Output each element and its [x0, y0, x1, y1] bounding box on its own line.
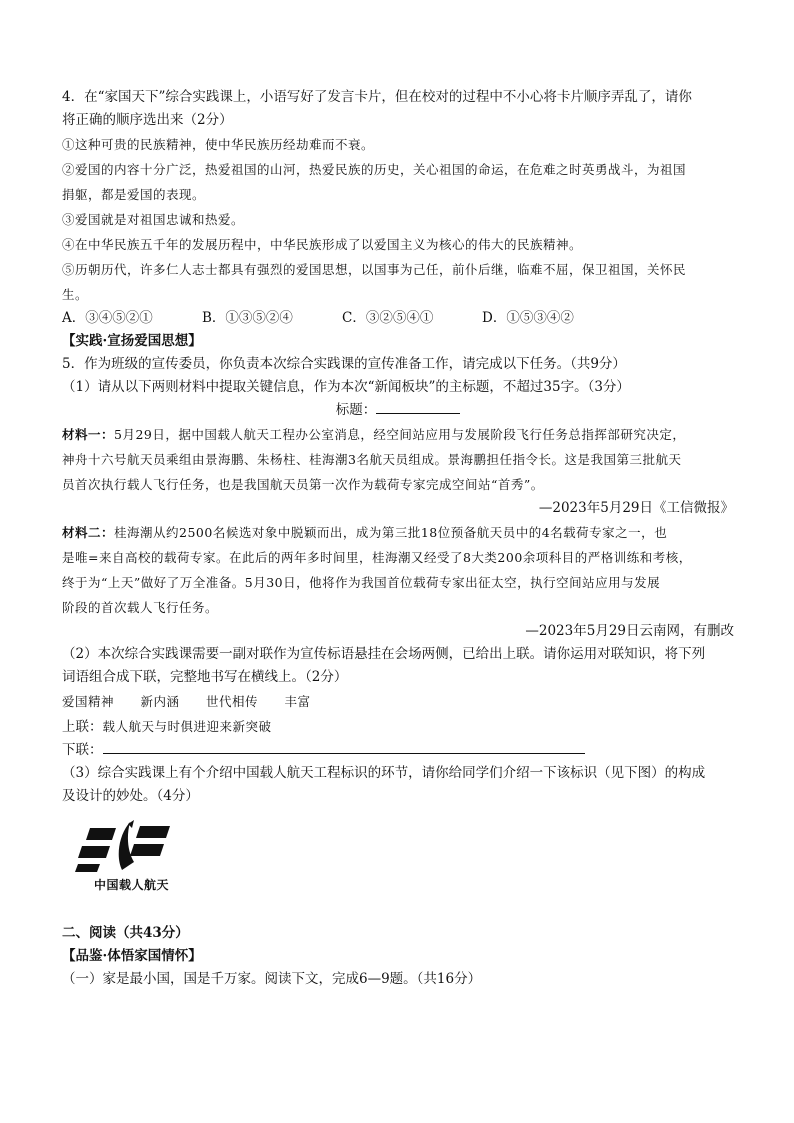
material2-line4: 阶段的首次载人飞行任务。 [62, 600, 219, 615]
material1-text-1: 5月29日，据中国载人航天工程办公室消息，经空间站应用与发展阶段飞行任务总指挥部研究决定， [114, 427, 686, 442]
q4-card-2: ②爱国的内容十分广泛，热爱祖国的山河，热爱民族的历史，关心祖国的命运，在危难之时英勇战斗，为祖国 [62, 162, 687, 177]
q4-card-1: ①这种可贵的民族精神，使中华民族历经劫难而不衰。 [62, 137, 375, 152]
material2-line2: 是唯=来自高校的载荷专家。在此后的两年多时间里，桂海潮又经受了8大类200余项科目的严格训练和考核， [62, 550, 692, 565]
material2-line3: 终于为“上天”做好了万全准备。5月30日，他将作为我国首位载荷专家出征太空，执行空间站应用与发展 [62, 575, 661, 590]
couplet-word-4: 丰富 [284, 694, 311, 709]
section-appreciate-heading: 【品鉴·体悟家国情怀】 [62, 948, 202, 964]
couplet-lower [62, 739, 734, 762]
q4-options [62, 307, 734, 330]
part2-title: 二、阅读（共43分） [62, 925, 189, 941]
q4-option-d[interactable]: D．①⑤③④② [482, 310, 574, 326]
section-practice-heading: 【实践·宣扬爱国思想】 [62, 333, 202, 349]
q5-sub1: （1）请从以下两则材料中提取关键信息，作为本次“新闻板块”的主标题，不超过35字。（3分） [62, 379, 630, 395]
couplet-upper-label: 上联： [62, 719, 103, 735]
part2-intro: （一）家是最小国，国是千万家。阅读下文，完成6—9题。（共16分） [62, 971, 482, 987]
material1-source: —2023年5月29日《工信微报》 [538, 500, 734, 516]
space-program-logo-icon [72, 818, 212, 918]
q4-card-2-cont: 捐躯，都是爱国的表现。 [62, 187, 206, 202]
q4-card-5-cont: 生。 [62, 287, 89, 302]
couplet-word-1: 爱国精神 [62, 694, 115, 709]
q5-sub2-line1: （2）本次综合实践课需要一副对联作为宣传标语悬挂在会场两侧，已给出上联。请你运用对联知识，将下列 [62, 646, 706, 662]
q4-stem-line2: 将正确的顺序选出来（2分） [62, 112, 233, 128]
q4-card-4: ④在中华民族五千年的发展历程中，中华民族形成了以爱国主义为核心的伟大的民族精神。 [62, 237, 583, 252]
couplet-word-3: 世代相传 [206, 694, 259, 709]
material2-source: —2023年5月29日云南网，有删改 [525, 623, 734, 639]
q5-stem: 5．作为班级的宣传委员，你负责本次综合实践课的宣传准备工作，请完成以下任务。（共9分） [62, 356, 626, 372]
q5-sub2-line2: 词语组合成下联，完整地书写在横线上。（2分） [62, 669, 348, 685]
q5-title-label: 标题： [335, 402, 377, 418]
material2-line1 [62, 520, 734, 545]
couplet-word-list [62, 689, 734, 714]
material1-line2: 神舟十六号航天员乘组由景海鹏、朱杨柱、桂海潮3名航天员组成。景海鹏担任指令长。这是我国第三批航天 [62, 452, 682, 467]
q4-card-5: ⑤历朝历代，许多仁人志士都具有强烈的爱国思想，以国事为己任，前仆后继，临难不屈，保卫祖国，关怀民 [62, 262, 687, 277]
material2-text-1: 桂海潮从约2500名候选对象中脱颖而出，成为第三批18位预备航天员中的4名载荷专家之一，也 [114, 525, 668, 540]
material1-line3: 员首次执行载人飞行任务，也是我国航天员第一次作为载荷专家完成空间站“首秀”。 [62, 477, 544, 492]
couplet-lower-blank[interactable] [103, 739, 585, 754]
q4-option-c[interactable]: C．③②⑤④① [342, 310, 434, 326]
q4-option-a[interactable]: A．③④⑤②① [62, 310, 153, 326]
q5-title-row [62, 399, 734, 422]
q4-stem-line1: 4．在“家国天下”综合实践课上，小语写好了发言卡片，但在校对的过程中不小心将卡片顺序弄乱了，请你 [62, 89, 692, 105]
q5-sub3-line2: 及设计的妙处。（4分） [62, 788, 199, 804]
q4-card-3: ③爱国就是对祖国忠诚和热爱。 [62, 212, 245, 227]
q5-sub3-line1: （3）综合实践课上有个介绍中国载人航天工程标识的环节，请你给同学们介绍一下该标识（见下图）的构成 [62, 765, 706, 781]
material2-label: 材料二： [62, 525, 115, 540]
couplet-upper-text: 载人航天与时俱进迎来新突破 [102, 719, 272, 734]
couplet-lower-label: 下联： [62, 742, 103, 758]
logo-caption: 中国载人航天 [94, 878, 170, 892]
exam-page [62, 86, 734, 991]
material1-label: 材料一： [62, 427, 115, 442]
couplet-word-2: 新内涵 [140, 694, 180, 709]
space-program-logo [72, 818, 212, 918]
material1-line1 [62, 422, 734, 447]
couplet-upper [62, 714, 734, 739]
q4-option-b[interactable]: B．①③⑤②④ [202, 310, 293, 326]
q5-title-blank[interactable] [376, 399, 460, 414]
